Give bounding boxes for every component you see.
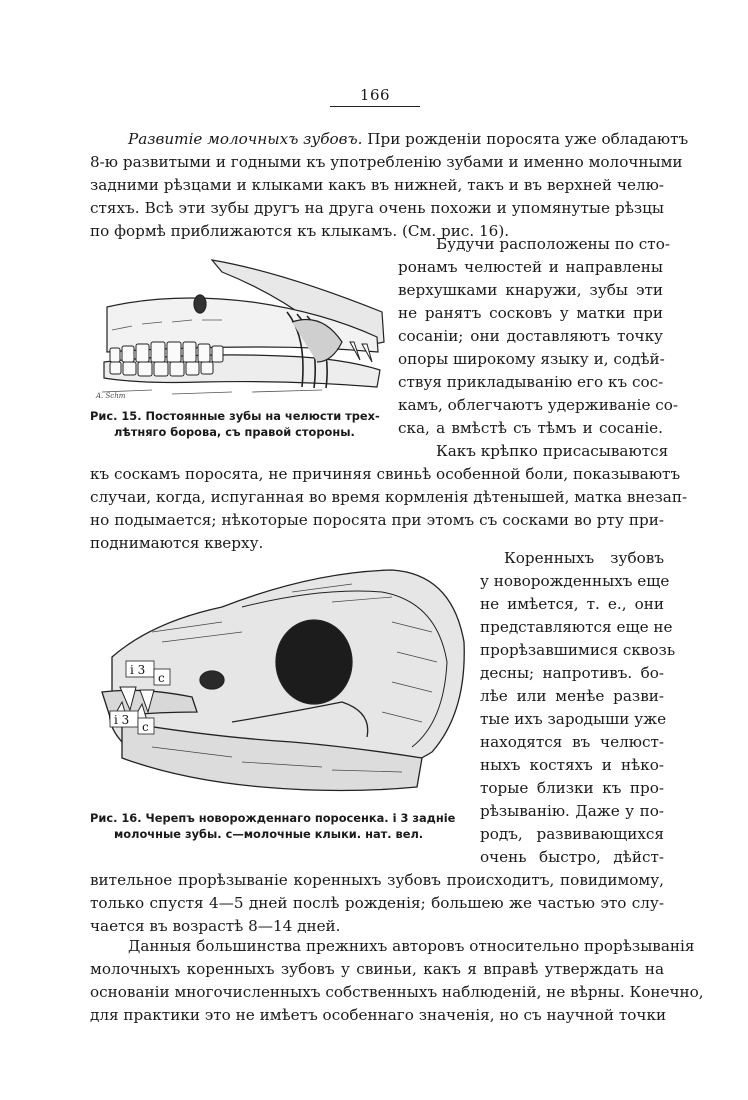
text-line: ныхъ костяхъ и нѣко-	[480, 756, 664, 774]
label-upper-c: c	[158, 671, 165, 685]
engraver-signature: A. Schm	[96, 392, 126, 400]
page-number-rule	[330, 106, 420, 107]
text-line: торые близки къ про-	[480, 779, 664, 797]
text-line: основаніи многочисленныхъ собственныхъ наблюденій, не вѣрны. Конечно,	[90, 983, 704, 1001]
text-line: стяхъ. Всѣ эти зубы другъ на друга очень похожи и упомянутые рѣзцы	[90, 199, 664, 217]
text-line: Данныя большинства прежнихъ авторовъ относительно прорѣзыванія	[128, 937, 695, 955]
text-line: сосаніи; они доставляютъ точку	[398, 327, 663, 345]
text-line: поднимаются кверху.	[90, 534, 264, 552]
label-lower-c: c	[142, 720, 149, 734]
paragraph-3	[90, 440, 688, 555]
page-number: 166	[359, 86, 391, 104]
text-line: не ранятъ сосковъ у матки при	[398, 304, 663, 322]
figure-15-caption: Рис. 15. Постоянные зубы на челюсти трех- лѣтняго борова, съ правой стороны.	[90, 409, 380, 439]
text-line: только спустя 4—5 дней послѣ рожденія; большею же частью это слу-	[90, 894, 664, 912]
figure-16-caption: Рис. 16. Черепъ новорожденнаго поросенка. і 3 задніе молочные зубы. с—молочные клыки. нат. вел.	[90, 811, 456, 841]
text-line: верхушками кнаружи, зубы эти	[398, 281, 663, 299]
text-line: очень быстро, дѣйст-	[480, 848, 664, 866]
text-line: но подымается; нѣкоторые поросята при этомъ съ сосками во рту при-	[90, 511, 664, 529]
label-lower-i3: i 3	[114, 713, 130, 727]
paragraph-1	[90, 128, 689, 243]
text-line: 8-ю развитыми и годными къ употребленію зубами и именно молочными	[90, 153, 683, 171]
label-upper-i3: i 3	[130, 663, 146, 677]
text-line: камъ, облегчаютъ удерживаніе со-	[398, 396, 679, 414]
text-line: ронамъ челюстей и направлены	[398, 258, 663, 276]
text-line: у новорожденныхъ еще	[480, 572, 670, 590]
text-line: Какъ крѣпко присасываются	[436, 442, 669, 460]
figure-16-skull-illustration	[92, 562, 468, 802]
text-line: задними рѣзцами и клыками какъ въ нижней, такъ и въ верхней челю-	[90, 176, 664, 194]
text-line: по формѣ приближаются къ клыкамъ. (См. рис. 16).	[90, 222, 510, 240]
section-heading: Развитіе молочныхъ зубовъ.	[128, 130, 363, 148]
text-line: ствуя прикладыванію его къ сос-	[398, 373, 664, 391]
text-line: представляются еще не	[480, 618, 673, 636]
figure-15-jaw-illustration	[92, 252, 390, 402]
text-line: рѣзыванію. Даже у по-	[480, 802, 664, 820]
text-line: молочныхъ коренныхъ зубовъ у свиньи, какъ я вправѣ утверждать на	[90, 960, 664, 978]
text-line: къ соскамъ поросята, не причиняя свиньѣ особенной боли, показываютъ	[90, 465, 681, 483]
paragraph-4-column	[480, 547, 676, 869]
paragraph-2	[398, 233, 679, 440]
text-line: опоры широкому языку и, содѣй-	[398, 350, 665, 368]
text-line: для практики это не имѣетъ особеннаго значенія, но съ научной точки	[90, 1006, 667, 1024]
text-line: Будучи расположены по сто-	[436, 235, 670, 253]
text-line: тые ихъ зародыши уже	[480, 710, 667, 728]
text-line: прорѣзавшимися сквозь	[480, 641, 676, 659]
paragraph-5	[90, 935, 704, 1027]
text-line: Коренныхъ зубовъ	[504, 549, 664, 567]
text-line: лѣе или менѣе разви-	[480, 687, 664, 705]
text-line: чается въ возрастѣ 8—14 дней.	[90, 917, 341, 935]
text-line: десны; напротивъ. бо-	[480, 664, 664, 682]
text-line: вительное прорѣзываніе коренныхъ зубовъ происходитъ, повидимому,	[90, 871, 664, 889]
text-line: находятся въ челюст-	[480, 733, 664, 751]
text-line: случаи, когда, испуганная во время кормленія дѣтенышей, матка внезап-	[90, 488, 688, 506]
text-line: Развитіе молочныхъ зубовъ. При рожденіи поросята уже обладаютъ	[128, 130, 689, 148]
text-line: родъ, развивающихся	[480, 825, 664, 843]
text-line: ска, а вмѣстѣ съ тѣмъ и сосаніе.	[398, 419, 663, 437]
paragraph-4-continuation	[90, 869, 664, 938]
text-line: не имѣется, т. е., они	[480, 595, 664, 613]
